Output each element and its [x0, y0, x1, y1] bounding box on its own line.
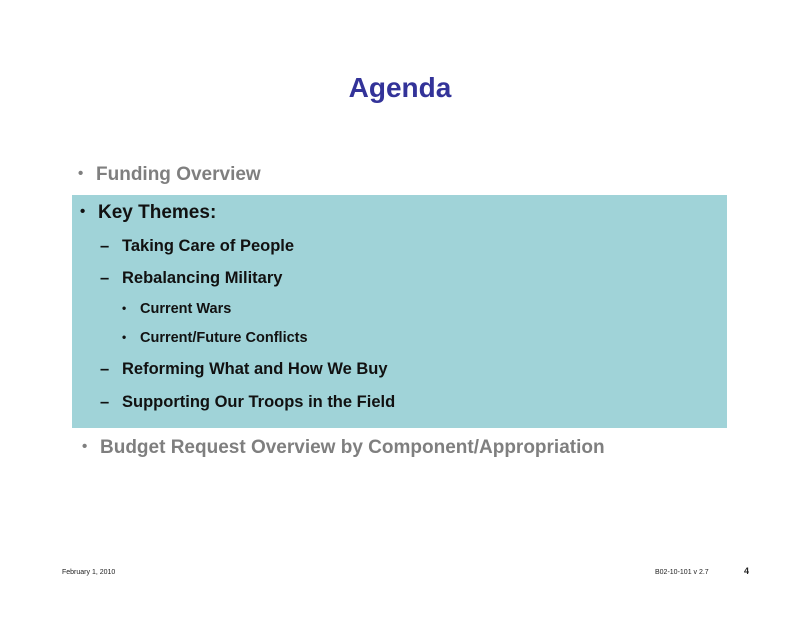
dash-icon: – — [100, 393, 110, 411]
bullet-icon: • — [122, 301, 127, 315]
slide-title: Agenda — [348, 72, 452, 103]
sub-sub-item-current-future-conflicts — [122, 330, 308, 346]
sub-sub-item-label: Current/Future Conflicts — [140, 330, 308, 346]
dash-icon: – — [100, 269, 110, 287]
sub-item-taking-care-of-people — [100, 237, 294, 256]
agenda-item-label: Key Themes: — [98, 202, 217, 223]
bullet-icon: • — [80, 203, 86, 220]
agenda-item-key-themes — [80, 202, 216, 224]
sub-item-reforming-what-and-how-we-buy — [100, 360, 388, 379]
sub-item-supporting-our-troops — [100, 393, 395, 412]
bullet-icon: • — [78, 165, 84, 182]
dash-icon: – — [100, 360, 110, 378]
agenda-item-label: Funding Overview — [96, 164, 261, 185]
footer-date: February 1, 2010 — [62, 569, 116, 576]
bullet-icon: • — [122, 330, 127, 344]
page-number: 4 — [744, 566, 750, 576]
agenda-item-label: Budget Request Overview by Component/Appropriation — [100, 437, 605, 458]
sub-sub-item-label: Current Wars — [140, 301, 232, 317]
bullet-icon: • — [82, 438, 88, 455]
agenda-item-funding-overview — [78, 164, 261, 186]
sub-item-label: Supporting Our Troops in the Field — [122, 393, 396, 411]
sub-item-label: Reforming What and How We Buy — [122, 360, 388, 378]
footer-document-code: B02-10-101 v 2.7 — [655, 569, 709, 576]
sub-item-rebalancing-military — [100, 269, 282, 288]
sub-item-label: Rebalancing Military — [122, 269, 283, 287]
sub-item-label: Taking Care of People — [122, 237, 295, 255]
dash-icon: – — [100, 237, 110, 255]
sub-sub-item-current-wars — [122, 301, 231, 317]
agenda-item-budget-request-overview — [82, 437, 605, 459]
